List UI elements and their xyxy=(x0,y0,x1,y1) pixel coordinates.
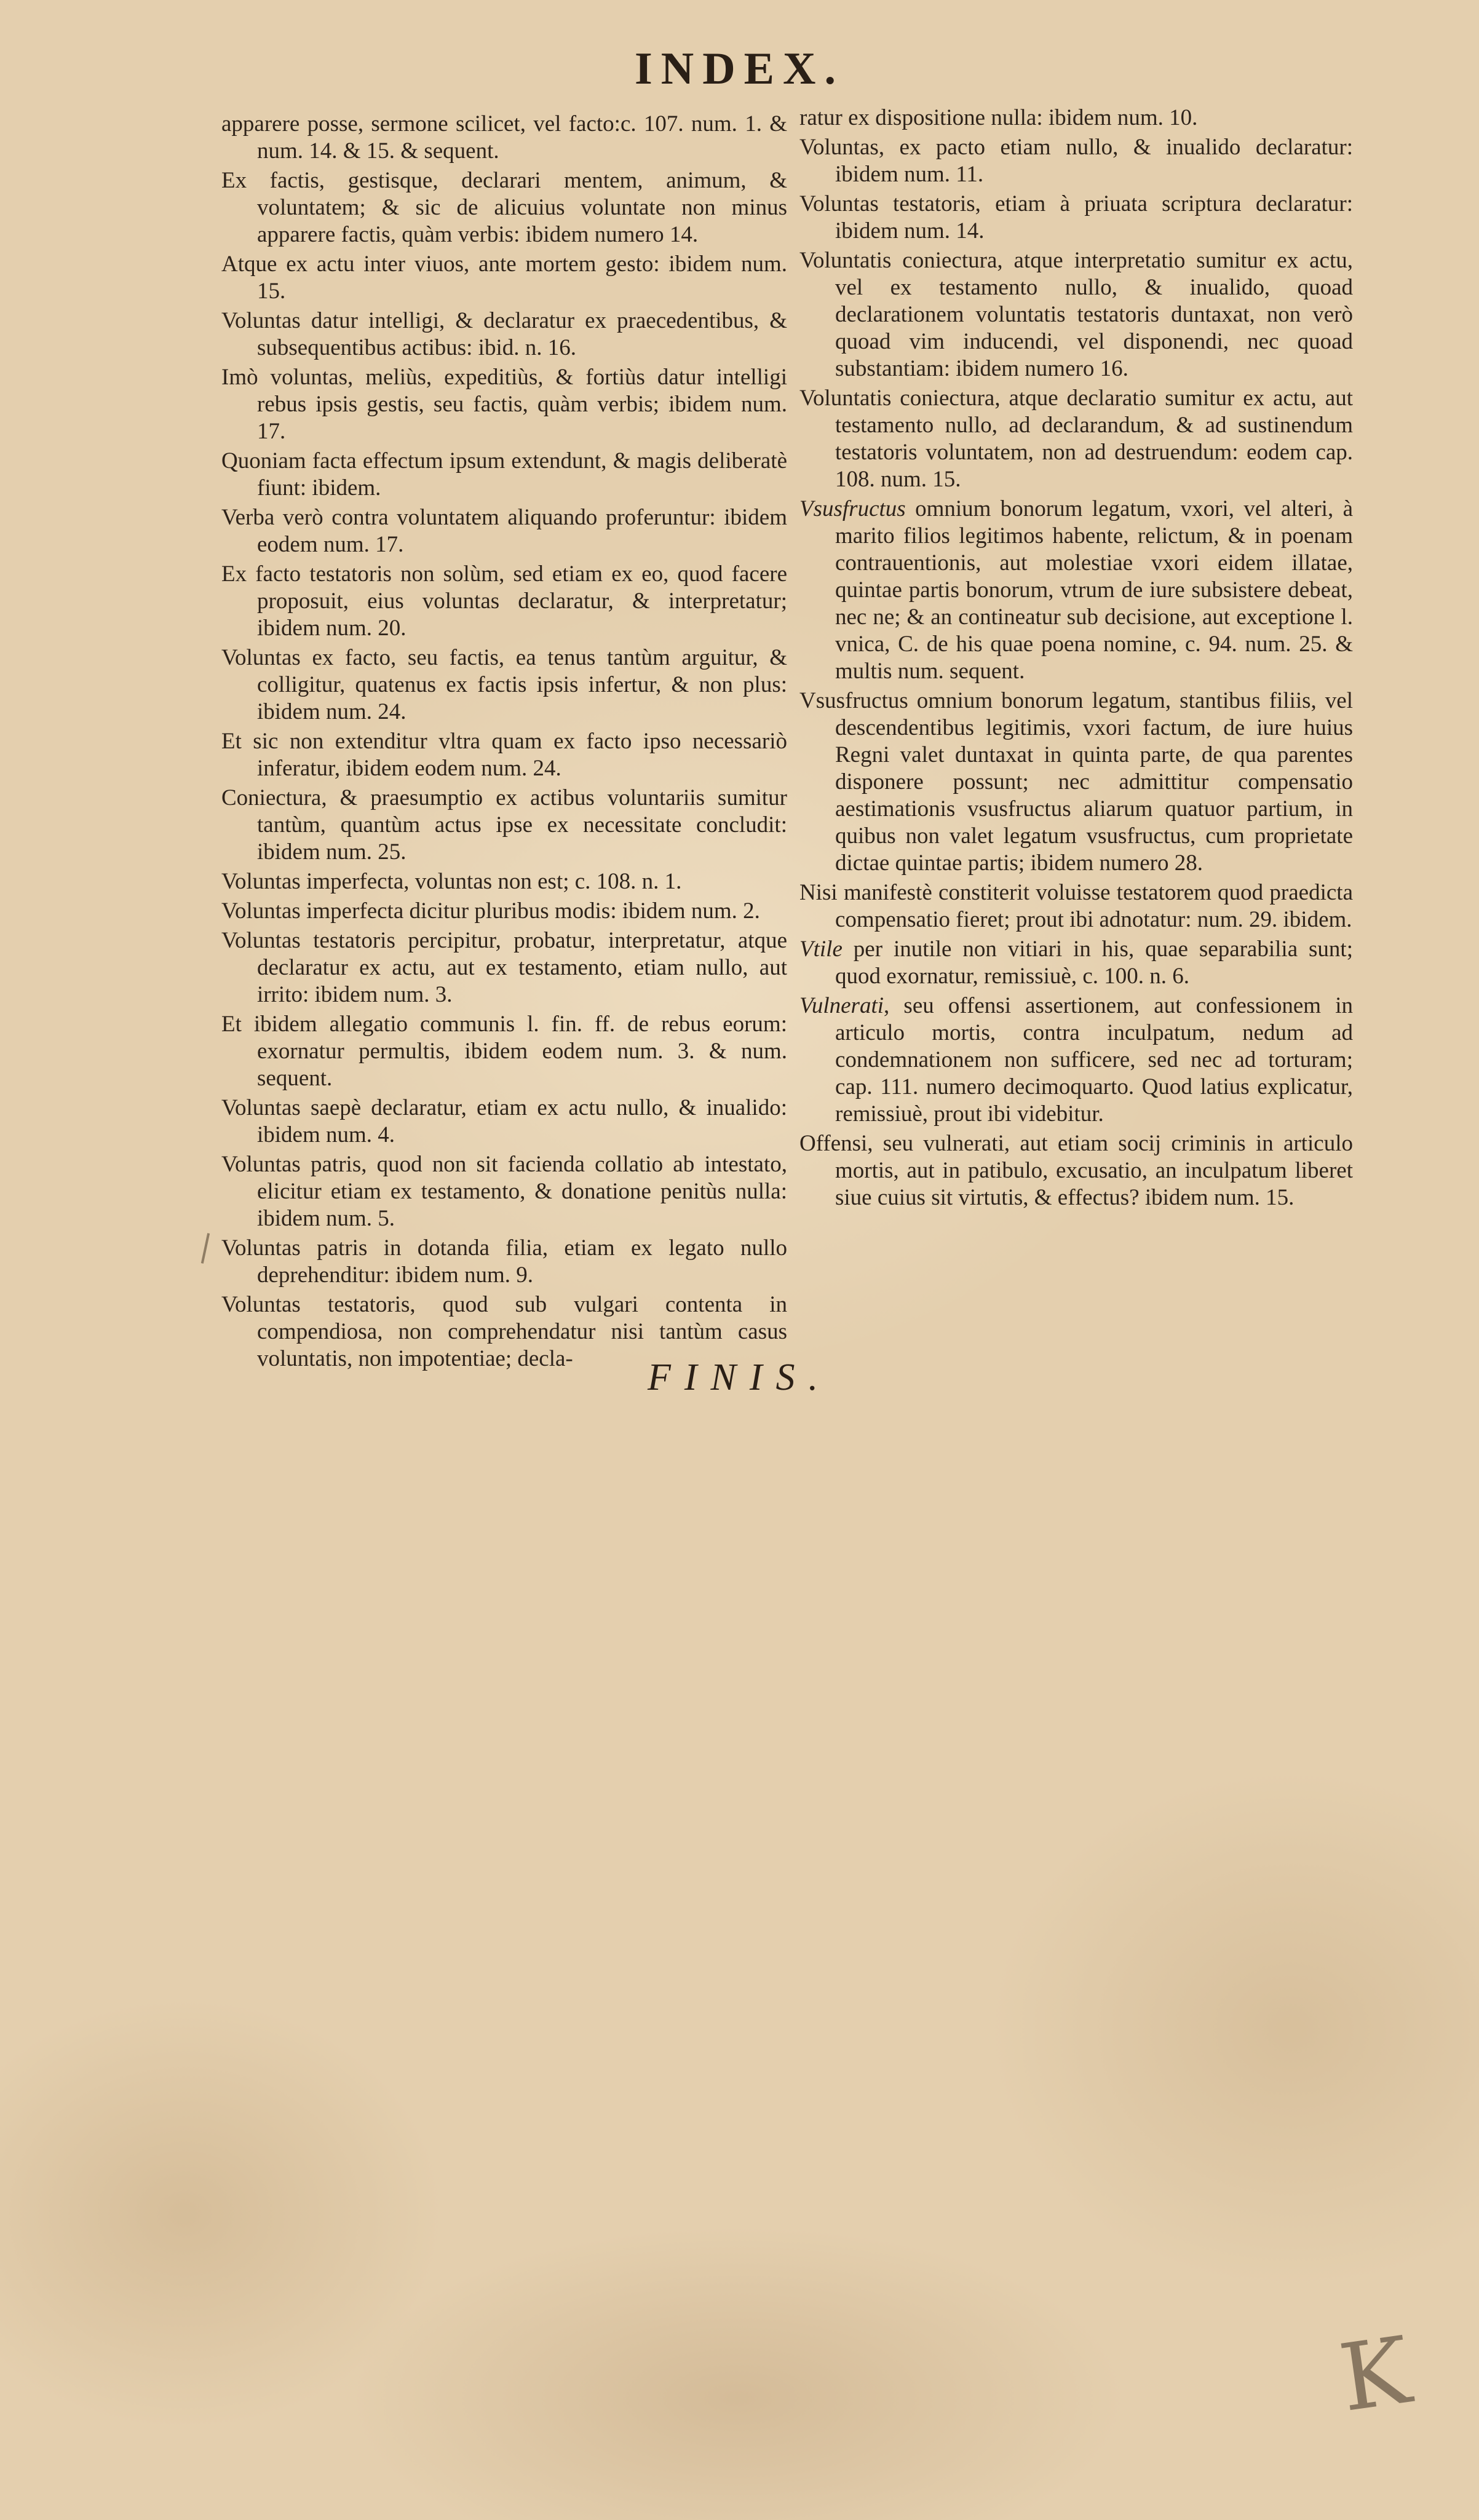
entry-headword: Vulnerati xyxy=(799,993,884,1018)
entry-headword: Vsusfructus xyxy=(799,496,906,521)
index-entry xyxy=(799,936,1353,990)
index-entry: Ex factis, gestisque, declarari mentem, animum, & voluntatem; & sic de alicuius voluntate non minus apparere factis, quàm verbis: ibidem numero 14. xyxy=(221,168,787,247)
index-entry: Voluntas imperfecta, voluntas non est; c. 108. n. 1. xyxy=(221,869,682,894)
finis-text: FINIS. xyxy=(647,1357,832,1398)
index-entry: Et ibidem allegatio communis l. fin. ff. de rebus eorum: exornatur permultis, ibidem eodem num. 3. & num. sequent. xyxy=(221,1012,787,1091)
index-entry: Voluntas testatoris, quod sub vulgari contenta in compendiosa, non comprehendatur nisi tantùm casus voluntatis, non impotentiae; decla- xyxy=(221,1292,787,1371)
index-entry: Ex facto testatoris non solùm, sed etiam ex eo, quod facere proposuit, eius voluntas declaratur, & interpretatur; ibidem num. 20. xyxy=(221,561,787,641)
index-entry: Coniectura, & praesumptio ex actibus voluntariis sumitur tantùm, quantùm actus ipse ex necessitate concludit: ibidem num. 25. xyxy=(221,785,787,865)
index-entry: Offensi, seu vulnerati, aut etiam socij criminis in articulo mortis, aut in patibulo, excusatio, an inculpatum liberet siue cuius sit virtutis, & effectus? ibidem num. 15. xyxy=(799,1131,1353,1210)
index-entry: apparere posse, sermone scilicet, vel facto:c. 107. num. 1. & num. 14. & 15. & sequent. xyxy=(221,111,787,164)
index-entry xyxy=(799,993,1353,1128)
index-column-right xyxy=(799,105,1353,1214)
index-entry: Voluntas testatoris percipitur, probatur, interpretatur, atque declaratur ex actu, aut ex testamento, etiam nullo, aut irrito: ibidem num. 3. xyxy=(221,928,787,1007)
ink-stroke-mark xyxy=(201,1233,210,1264)
index-entry: Imò voluntas, meliùs, expeditiùs, & fortiùs datur intelligi rebus ipsis gestis, seu factis, quàm verbis; ibidem num. 17. xyxy=(221,365,787,444)
index-entry: Voluntas patris, quod non sit facienda collatio ab intestato, elicitur etiam ex testamento, & donatione penitùs nulla: ibidem num. 5. xyxy=(221,1152,787,1231)
index-entry: Nisi manifestè constiterit voluisse testatorem quod praedicta compensatio fieret; prout ibi adnotatur: num. 29. ibidem. xyxy=(799,880,1353,932)
index-entry xyxy=(799,496,1353,685)
index-entry: Voluntas imperfecta dicitur pluribus modis: ibidem num. 2. xyxy=(221,898,760,924)
index-entry: Voluntas testatoris, etiam à priuata scriptura declaratur: ibidem num. 14. xyxy=(799,191,1353,244)
entry-text: per inutile non vitiari in his, quae separabilia sunt; quod exornatur, remissiuè, c. 100. n. 6. xyxy=(835,937,1353,989)
entry-text: , seu offensi assertionem, aut confessionem in articulo mortis, contra inculpatum, nedum ad condemnationem non sufficere, sed nec ad torturam; cap. 111. numero decimoquarto. Quod latius explicatur, remissiuè, prout ibi videbitur. xyxy=(835,993,1353,1127)
index-entry: Vsusfructus omnium bonorum legatum, stantibus filiis, vel descendentibus legitimis, vxori factum, de iure huius Regni valet duntaxat in quinta parte, de qua parentes disponere possunt; nec admittitur compensatio aestimationis vsusfructus aliarum quatuor partium, in quibus non valet legatum vsusfructus, cum proprietate dictae quintae partis; ibidem numero 28. xyxy=(799,688,1353,876)
index-entry: Quoniam facta effectum ipsum extendunt, & magis deliberatè fiunt: ibidem. xyxy=(221,448,787,501)
index-entry: Voluntas patris in dotanda filia, etiam ex legato nullo deprehenditur: ibidem num. 9. xyxy=(221,1235,787,1288)
index-entry: Et sic non extenditur vltra quam ex facto ipso necessariò inferatur, ibidem eodem num. 24. xyxy=(221,729,787,781)
index-entry: Voluntas, ex pacto etiam nullo, & inualido declaratur: ibidem num. 11. xyxy=(799,135,1353,187)
index-entry: Atque ex actu inter viuos, ante mortem gesto: ibidem num. 15. xyxy=(221,252,787,304)
entry-text: omnium bonorum legatum, vxori, vel alteri, à marito filios legitimos habente, relictum, & in poenam contrauentionis, aut molestiae vxori eidem illatae, quintae partis bonorum, vtrum de iure subsistere debeat, nec ne; & an contineatur sub decisione, aut exceptione l. vnica, C. de his quae poena nomine, c. 94. num. 25. & multis num. sequent. xyxy=(835,496,1353,684)
index-entry: Voluntas datur intelligi, & declaratur ex praecedentibus, & subsequentibus actibus: ibid. n. 16. xyxy=(221,308,787,360)
index-entry: Voluntatis coniectura, atque interpretatio sumitur ex actu, vel ex testamento nullo, & inualido, quoad declarationem voluntatis testatoris duntaxat, non verò quoad vim inducendi, vel disponendi, nec quoad substantiam: ibidem numero 16. xyxy=(799,248,1353,381)
handwritten-corner-mark: K xyxy=(1333,2317,1417,2433)
index-column-left xyxy=(221,111,787,1375)
index-entry: ratur ex dispositione nulla: ibidem num. 10. xyxy=(799,105,1198,130)
entry-headword: Vtile xyxy=(799,937,843,962)
index-entry: Verba verò contra voluntatem aliquando proferuntur: ibidem eodem num. 17. xyxy=(221,505,787,557)
index-entry: Voluntatis coniectura, atque declaratio sumitur ex actu, aut testamento nullo, ad declarandum, & ad sustinendum testatoris voluntatem, non ad destruendum: eodem cap. 108. num. 15. xyxy=(799,386,1353,492)
index-entry: Voluntas ex facto, seu factis, ea tenus tantùm arguitur, & colligitur, quatenus ex factis ipsis infertur, & non plus: ibidem num. 24. xyxy=(221,645,787,724)
index-entry: Voluntas saepè declaratur, etiam ex actu nullo, & inualido: ibidem num. 4. xyxy=(221,1095,787,1147)
page-header-title: INDEX. xyxy=(635,44,844,94)
